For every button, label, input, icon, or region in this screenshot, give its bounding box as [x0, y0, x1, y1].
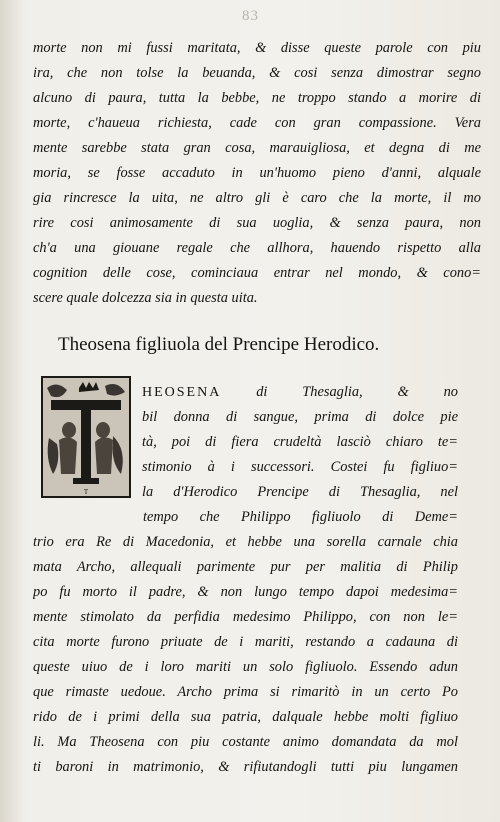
paragraph-theosena-continued [33, 505, 458, 780]
text-line: li. Ma Theosena con piu costante animo domandata da mol [33, 734, 458, 750]
text-line: moria, se fosse accaduto in un'huomo pieno d'anni, alquale [33, 165, 481, 181]
text-line: que rimaste uedoue. Archo prima si rimaritò in un certo Po [33, 684, 458, 700]
text-line: cita morte furono priuate de i mariti, restando a cadauna di [33, 634, 458, 650]
paragraph-theosena-opening [142, 380, 458, 505]
text-line: alcuno di paura, tutta la bebbe, ne troppo stando a morire di [33, 90, 481, 106]
first-word: HEOSENA [142, 385, 222, 400]
text-line: mata Archo, allequali parimente pur per malitia di Philip [33, 559, 458, 575]
text-line: tempo che Philippo figliuolo di Deme= [143, 509, 458, 525]
section-heading: Theosena figliuola del Prencipe Herodico. [58, 334, 380, 355]
text-line: la d'Herodico Prencipe di Thesaglia, nel [142, 484, 458, 500]
text-line: tà, poi di fiera crudeltà lasciò chiaro te= [142, 434, 458, 450]
text-line: scere quale dolcezza sia in questa uita. [33, 290, 258, 306]
text-line: rido de i primi della sua patria, dalquale hebbe molti figliuo [33, 709, 458, 725]
text-line: ira, che non tolse la beuanda, & cosi senza dimostrar segno [33, 65, 481, 81]
text-line: morte, c'haueua richiesta, cade con gran compassione. Vera [33, 115, 481, 131]
text-line: stimonio à i successori. Costei fu figliuo= [142, 459, 458, 475]
text-line: rire cosi animosamente di sua uoglia, & senza paura, non [33, 215, 481, 231]
text-line: ti baroni in matrimonio, & rifiutandogli tutti piu lungamen [33, 759, 458, 775]
text-line: mente stimolato da perfidia medesimo Philippo, con non le= [33, 609, 458, 625]
text-line: cognition delle cose, cominciaua entrar nel mondo, & cono= [33, 265, 481, 281]
paragraph-previous-story [33, 36, 481, 311]
page-number: 83 [242, 8, 259, 24]
text-line: gia rincresce la uita, ne altro gli è caro che la morte, il mo [33, 190, 481, 206]
text-line-first: HEOSENA di Thesaglia, & no [142, 384, 458, 400]
woodcut-initial-icon [43, 378, 129, 496]
text-line: morte non mi fussi maritata, & disse queste parole con piu [33, 40, 481, 56]
text-line: ch'a una giouane regale che allhora, hauendo rispetto alla [33, 240, 481, 256]
svg-text:T: T [83, 488, 89, 496]
text-line: trio era Re di Macedonia, et hebbe una sorella carnale chia [33, 534, 458, 550]
text-line: queste uiuo de i loro mariti un solo figliuolo. Essendo adun [33, 659, 458, 675]
text-line: bil donna di sangue, prima di dolce pie [142, 409, 458, 425]
text-line: mente sarebbe stata gran cosa, marauigliosa, et degna di me [33, 140, 481, 156]
text-line: po fu morto il padre, & non lungo tempo dapoi medesima= [33, 584, 458, 600]
decorated-initial [41, 376, 131, 498]
